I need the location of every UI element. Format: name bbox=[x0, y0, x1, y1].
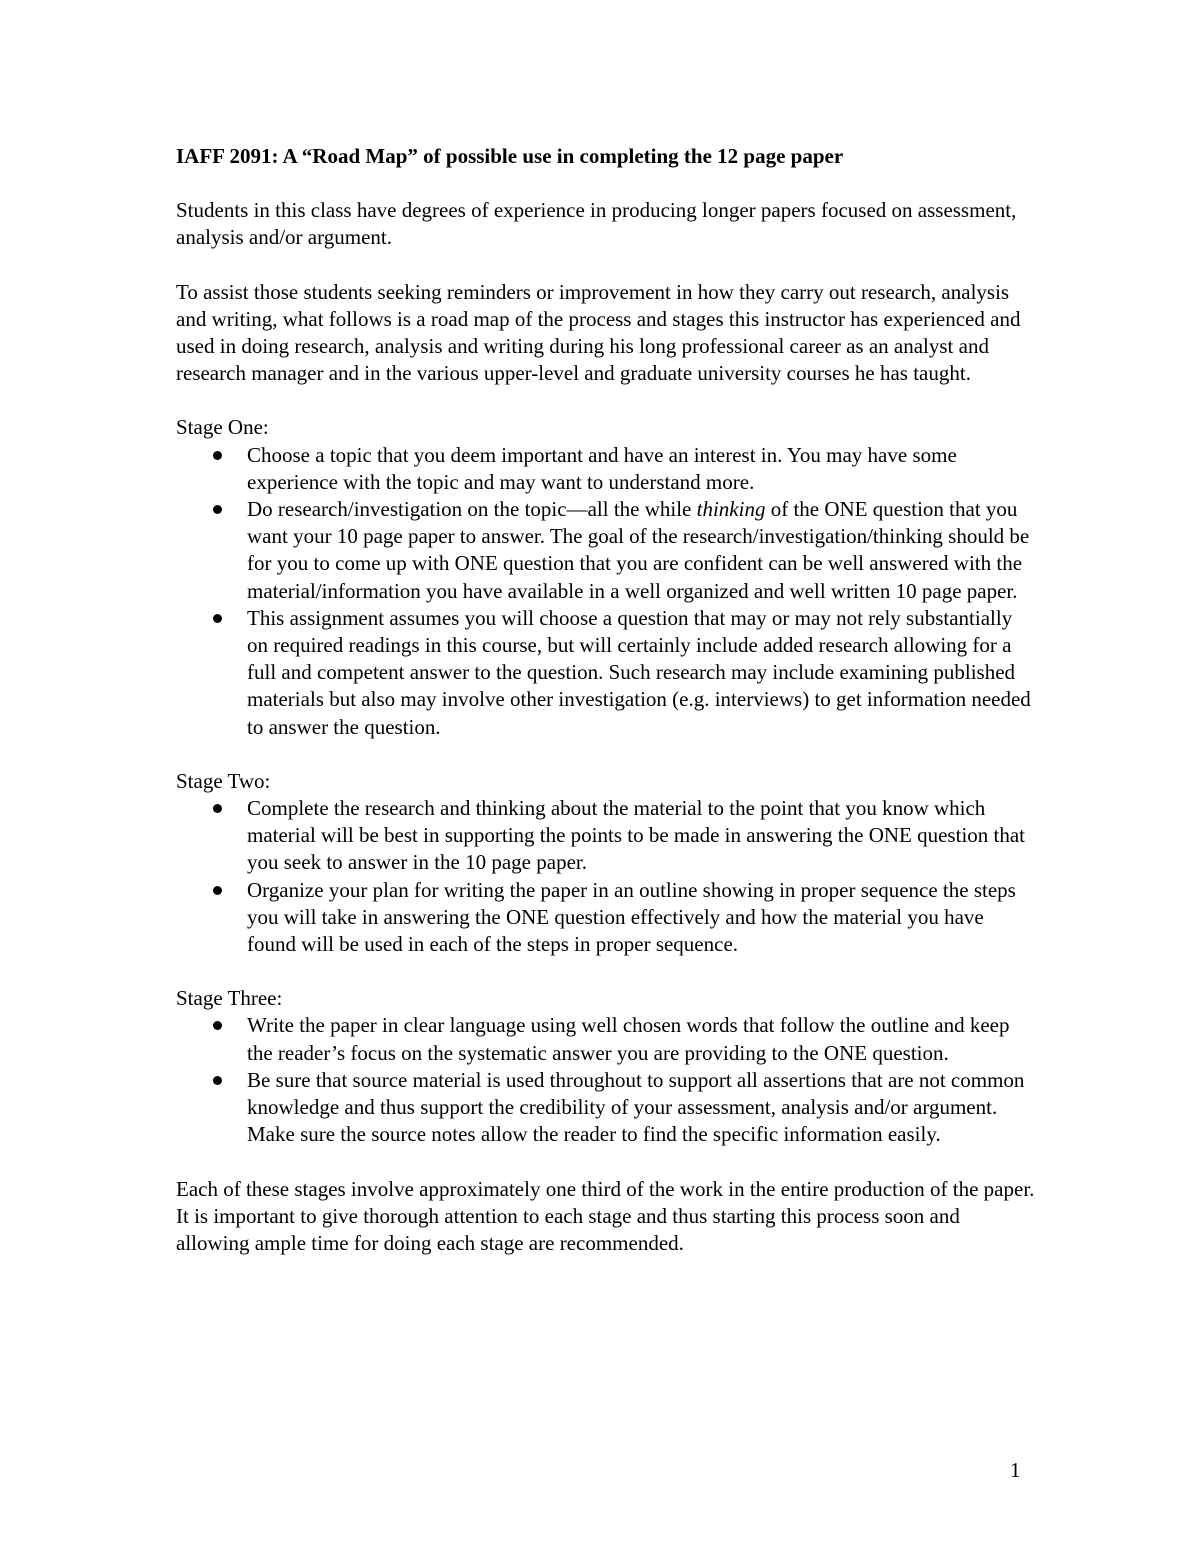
bullet-icon bbox=[213, 614, 222, 623]
emphasis-text: thinking bbox=[696, 497, 766, 522]
document-title: IAFF 2091: A “Road Map” of possible use in completing the 12 page paper bbox=[176, 144, 844, 168]
stage-three-heading: Stage Three: bbox=[176, 986, 283, 1011]
document-body bbox=[176, 143, 1036, 1284]
closing-paragraph: Each of these stages involve approximately one third of the work in the entire production of the paper. It is important to give thorough attention to each stage and thus starting this process soon and allowing ample time for doing each stage are recommended. bbox=[176, 1176, 1035, 1255]
bullet-icon bbox=[213, 886, 222, 895]
list-item-text: This assignment assumes you will choose a question that may or may not rely substantially on required readings in this course, but will certainly include added research allowing for a full and competent answer to the question. Such research may include examining published materials but also may involve other investigation (e.g. interviews) to get information needed to answer the question. bbox=[247, 605, 1031, 739]
bullet-icon bbox=[213, 1021, 222, 1030]
list-item-text: Be sure that source material is used throughout to support all assertions that are not common knowledge and thus support the credibility of your assessment, analysis and/or argument. Make sure the source notes allow the reader to find the specific information easily. bbox=[247, 1067, 1025, 1147]
list-item-text-before: Do research/investigation on the topic—all the while bbox=[247, 497, 697, 522]
bullet-icon bbox=[213, 804, 222, 813]
bullet-icon bbox=[213, 451, 222, 460]
list-item-text-after: of the ONE question that you want your 10 page paper to answer. The goal of the research/investigation/thinking should be for you to come up with ONE question that you are confident can be well answered with the material/information you have available in a well organized and well written 10 page paper. bbox=[247, 497, 1030, 603]
stage-two-heading: Stage Two: bbox=[176, 768, 271, 793]
list-item bbox=[176, 605, 1036, 741]
bullet-icon bbox=[213, 505, 222, 514]
stage-one-heading: Stage One: bbox=[176, 415, 269, 440]
list-item-text: Choose a topic that you deem important and have an interest in. You may have some experience with the topic and may want to understand more. bbox=[247, 442, 957, 494]
list-item-text: Organize your plan for writing the paper in an outline showing in proper sequence the steps you will take in answering the ONE question effectively and how the material you have found will be used in each of the steps in proper sequence. bbox=[247, 877, 1016, 957]
intro-paragraph: Students in this class have degrees of experience in producing longer papers focused on assessment, analysis and/or argument. bbox=[176, 198, 1017, 250]
list-item bbox=[176, 442, 1036, 496]
page-number: 1 bbox=[1010, 1458, 1021, 1482]
intro-paragraph: To assist those students seeking reminders or improvement in how they carry out research, analysis and writing, what follows is a road map of the process and stages this instructor has experienced and used in doing research, analysis and writing during his long professional career as an analyst and research manager and in the various upper-level and graduate university courses he has taught. bbox=[176, 279, 1021, 386]
list-item-text: Complete the research and thinking about the material to the point that you know which material will be best in supporting the points to be made in answering the ONE question that you seek to answer in the 10 page paper. bbox=[247, 796, 1026, 875]
bullet-icon bbox=[213, 1076, 222, 1085]
list-item bbox=[176, 795, 1036, 877]
list-item bbox=[176, 1012, 1036, 1066]
list-item-text bbox=[247, 497, 1029, 603]
stage-two-list bbox=[176, 795, 1036, 958]
stage-three-list bbox=[176, 1012, 1036, 1148]
list-item-text: Write the paper in clear language using well chosen words that follow the outline and keep the reader’s focus on the systematic answer you are providing to the ONE question. bbox=[247, 1013, 1010, 1065]
list-item bbox=[176, 496, 1036, 605]
list-item bbox=[176, 877, 1036, 959]
list-item bbox=[176, 1067, 1036, 1149]
stage-one-list bbox=[176, 442, 1036, 741]
